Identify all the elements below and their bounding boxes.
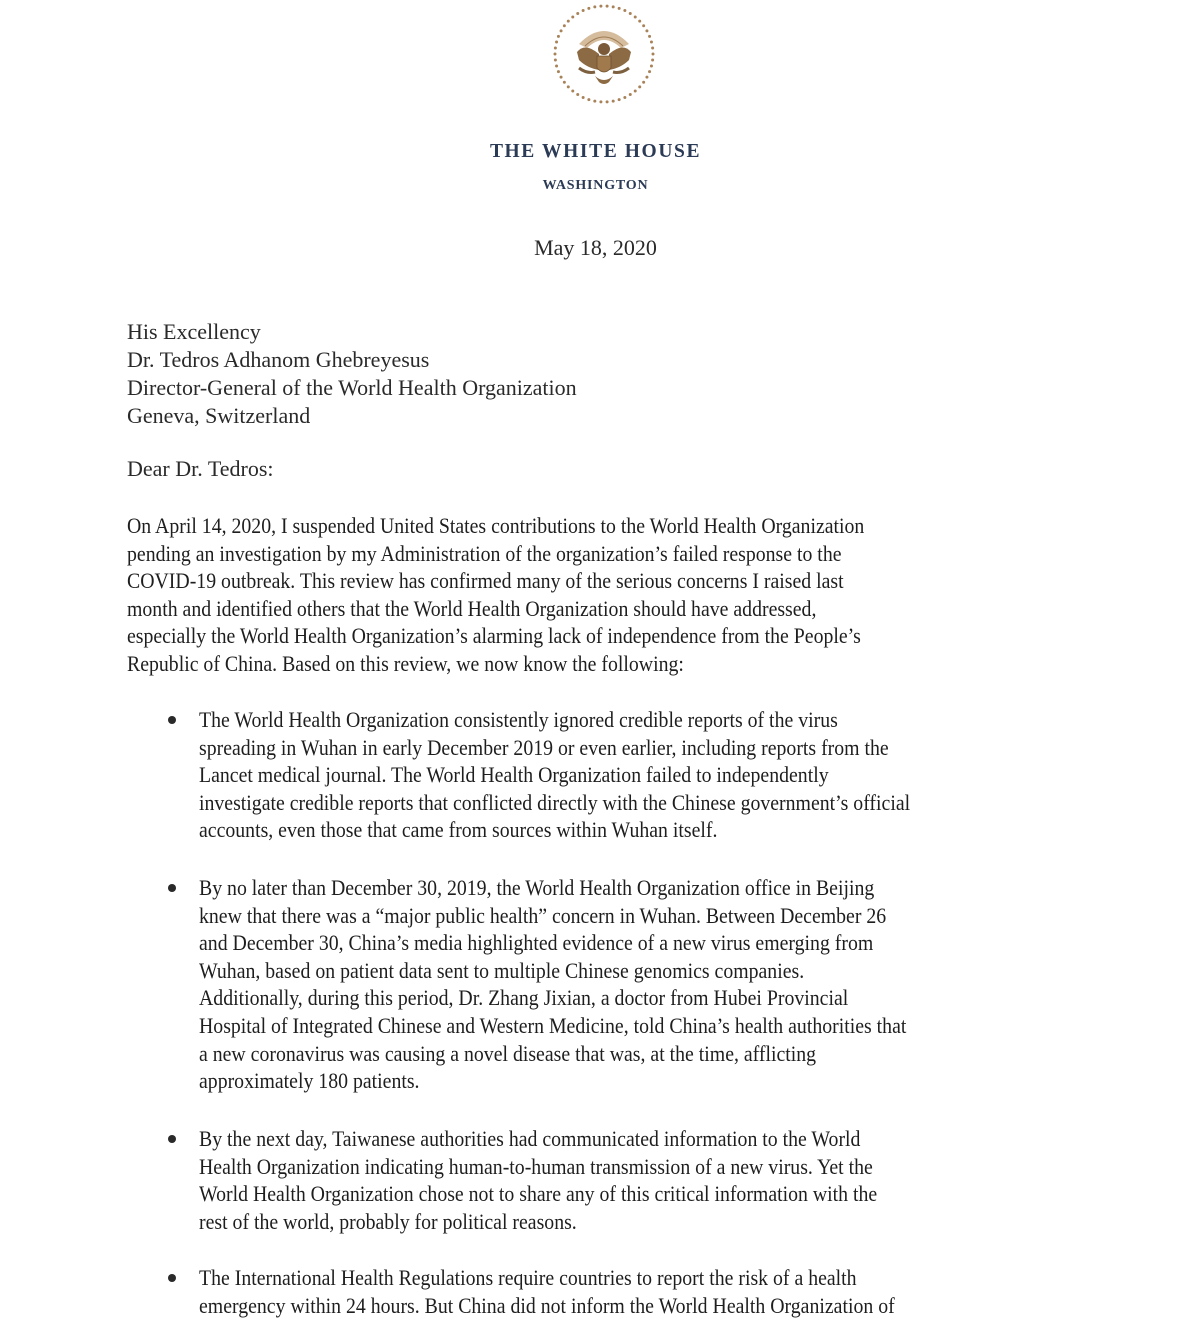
letterhead-title: THE WHITE HOUSE [489,141,702,162]
bullet-dot-icon [168,1274,176,1282]
bullet-line: emergency within 24 hours. But China did not inform the World Health Organization of [199,1292,895,1318]
bullet-line: Wuhan, based on patient data sent to multiple Chinese genomics companies. [199,957,805,983]
salutation: Dear Dr. Tedros: [127,456,274,481]
bullet-line: World Health Organization chose not to share any of this critical information with the [199,1181,878,1207]
bullet-dot-icon [168,1135,176,1143]
letterhead-subtitle: WASHINGTON [542,178,649,193]
intro-paragraph [127,512,1047,678]
paragraph-line: pending an investigation by my Administration of the organization’s failed response to the [127,540,842,566]
paragraph-line: Republic of China. Based on this review, we now know the following: [127,650,684,676]
bullet-line: Health Organization indicating human-to-human transmission of a new virus. Yet the [199,1153,873,1179]
bullet-line: approximately 180 patients. [199,1068,420,1094]
bullet-text [199,874,906,1095]
bullet-dot-icon [168,716,176,724]
addressee-line: His Excellency [127,319,261,344]
bullet-dot-icon [168,884,176,892]
bullet-line: By the next day, Taiwanese authorities had communicated information to the World [199,1126,861,1151]
bullet-text [199,1125,877,1235]
bullet-line: a new coronavirus was causing a novel disease that was, at the time, afflicting [199,1040,817,1066]
addressee-line: Geneva, Switzerland [127,403,311,428]
bullet-line: accounts, even those that came from sources within Wuhan itself. [199,817,718,843]
bullet-line: and December 30, China’s media highlighted evidence of a new virus emerging from [199,930,874,956]
bullet-line: knew that there was a “major public health” concern in Wuhan. Between December 26 [199,902,887,928]
bullet-line: By no later than December 30, 2019, the World Health Organization office in Beijing [199,875,875,900]
addressee-block [127,318,577,430]
bullet-line: investigate credible reports that conflicted directly with the Chinese government’s official [199,789,911,815]
addressee-line: Dr. Tedros Adhanom Ghebreyesus [127,347,430,372]
bullet-line: The World Health Organization consistently ignored credible reports of the virus [199,707,838,732]
bullet-text [199,706,910,844]
bullet-line: rest of the world, probably for political reasons. [199,1208,577,1234]
bullet-line: spreading in Wuhan in early December 2019 or even earlier, including reports from the [199,734,889,760]
paragraph-line: especially the World Health Organization’s alarming lack of independence from the People’s [127,623,861,649]
bullet-line: The International Health Regulations require countries to report the risk of a health [199,1265,857,1290]
presidential-seal-icon [549,2,659,106]
paragraph-line: COVID-19 outbreak. This review has confirmed many of the serious concerns I raised last [127,568,844,594]
paragraph-line: month and identified others that the World Health Organization should have addressed, [127,595,817,621]
letter-date: May 18, 2020 [534,235,657,260]
bullet-text [199,1264,895,1319]
bullet-line: Additionally, during this period, Dr. Zhang Jixian, a doctor from Hubei Provincial [199,985,849,1011]
bullet-line: Hospital of Integrated Chinese and Western Medicine, told China’s health authorities that [199,1012,907,1038]
addressee-line: Director-General of the World Health Organization [127,375,577,400]
paragraph-line: On April 14, 2020, I suspended United States contributions to the World Health Organization [127,513,865,538]
bullet-line: Lancet medical journal. The World Health Organization failed to independently [199,762,829,788]
